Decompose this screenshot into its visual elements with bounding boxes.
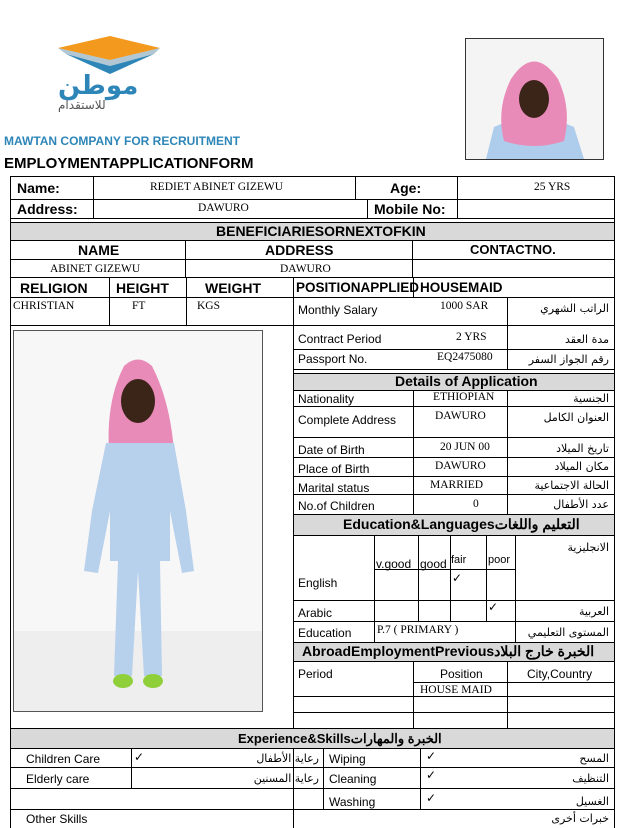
- english-ar: الانجليزية: [567, 541, 609, 554]
- detail-children-ar: عدد الأطفال: [553, 498, 609, 511]
- abroad-position-value: HOUSE MAID: [420, 684, 492, 696]
- full-body-photo-icon: [14, 331, 262, 711]
- applicant-photo-small: [465, 38, 604, 160]
- detail-address-label: Complete Address: [298, 413, 397, 427]
- passport-ar: رقم الجواز السفر: [528, 353, 609, 366]
- abroad-position-header: Position: [440, 667, 483, 681]
- skill-other: Other Skills: [26, 812, 88, 826]
- contract-period-label: Contract Period: [298, 332, 382, 346]
- detail-nationality-label: Nationality: [298, 392, 355, 406]
- skills-title: Experience&Skillsالخبرة والمهارات: [238, 731, 442, 746]
- detail-address-value: DAWURO: [435, 410, 486, 422]
- skill-children-care-ar: رعاية الأطفال: [256, 752, 319, 765]
- cleaning-check-icon: ✓: [426, 768, 437, 782]
- logo-arabic-main: موطن: [58, 71, 139, 101]
- form-title: EMPLOYMENTAPPLICATIONFORM: [4, 155, 254, 172]
- detail-pob-ar: مكان الميلاد: [554, 460, 609, 473]
- skill-elderly-care: Elderly care: [26, 772, 90, 786]
- detail-address-ar: العنوان الكامل: [543, 411, 609, 424]
- washing-check-icon: ✓: [426, 791, 437, 805]
- position-applied-label: POSITIONAPPLIED: [296, 280, 420, 295]
- weight-value: KGS: [197, 300, 221, 312]
- age-label: Age:: [390, 180, 422, 196]
- abroad-city-header: City,Country: [527, 667, 593, 681]
- detail-nationality-ar: الجنسية: [573, 392, 609, 405]
- monthly-salary-value: 1000 SAR: [440, 300, 489, 312]
- mobile-label: Mobile No:: [374, 201, 446, 217]
- education-label: Education: [298, 626, 352, 640]
- education-value: P.7 ( PRIMARY ): [377, 624, 459, 636]
- kin-address-header: ADDRESS: [265, 242, 334, 258]
- english-label: English: [298, 576, 338, 590]
- religion-value: CHRISTIAN: [13, 300, 75, 312]
- skill-other-ar: خبرات أخرى: [551, 812, 609, 825]
- detail-marital-value: MARRIED: [430, 479, 484, 491]
- skill-washing: Washing: [329, 795, 376, 809]
- level-fair: fair: [451, 554, 467, 566]
- address-label: Address:: [17, 201, 78, 217]
- name-label: Name:: [17, 180, 60, 196]
- beneficiaries-title: BENEFICIARIESORNEXTOFKIN: [216, 223, 426, 239]
- english-fair-check-icon: ✓: [452, 571, 463, 585]
- detail-children-value: 0: [473, 498, 479, 510]
- detail-pob-label: Place of Birth: [298, 462, 370, 476]
- weight-label: WEIGHT: [205, 280, 261, 296]
- passport-label: Passport No.: [298, 352, 368, 366]
- contract-period-ar: مدة العقد: [565, 333, 609, 346]
- abroad-title: AbroadEmploymentPreviousالخبرة خارج البلاد: [302, 643, 595, 659]
- portrait-photo-icon: [466, 39, 603, 159]
- detail-marital-label: Marital status: [298, 481, 370, 495]
- contract-period-value: 2 YRS: [456, 331, 487, 343]
- logo-arabic-sub: للاستقدام: [58, 98, 106, 112]
- wiping-check-icon: ✓: [426, 749, 437, 763]
- applicant-name: REDIET ABINET GIZEWU: [150, 181, 284, 193]
- position-applied-value: HOUSEMAID: [420, 280, 503, 295]
- company-logo: [50, 28, 170, 113]
- abroad-period-header: Period: [298, 667, 333, 681]
- level-vgood: v.good: [376, 557, 412, 571]
- applicant-address: DAWURO: [198, 202, 249, 214]
- detail-dob-value: 20 JUN 00: [440, 441, 490, 453]
- religion-label: RELIGION: [20, 280, 88, 296]
- level-poor: poor: [488, 554, 511, 566]
- company-name: MAWTAN COMPANY FOR RECRUITMENT: [4, 134, 240, 148]
- passport-value: EQ2475080: [437, 351, 493, 363]
- skill-cleaning: Cleaning: [329, 772, 377, 786]
- detail-children-label: No.of Children: [298, 499, 375, 513]
- arabic-ar: العربية: [578, 605, 609, 618]
- applicant-age: 25 YRS: [534, 181, 571, 193]
- education-ar: المستوى التعليمي: [527, 626, 609, 639]
- detail-pob-value: DAWURO: [435, 460, 486, 472]
- skill-washing-ar: الغسيل: [575, 795, 609, 808]
- kin-name: ABINET GIZEWU: [50, 263, 141, 275]
- level-good: good: [420, 557, 447, 571]
- detail-dob-ar: تاريخ الميلاد: [556, 442, 609, 455]
- education-title: Education&Languagesالتعليم واللغات: [343, 516, 580, 532]
- skill-elderly-care-ar: رعاية المسنين: [253, 772, 319, 785]
- height-label: HEIGHT: [116, 280, 169, 296]
- kin-name-header: NAME: [78, 242, 120, 258]
- skill-cleaning-ar: التنظيف: [572, 772, 609, 785]
- skill-wiping: Wiping: [329, 752, 366, 766]
- kin-address: DAWURO: [280, 263, 331, 275]
- detail-nationality-value: ETHIOPIAN: [433, 391, 495, 403]
- arabic-poor-check-icon: ✓: [488, 600, 499, 614]
- applicant-photo-full: [13, 330, 263, 712]
- detail-marital-ar: الحالة الاجتماعية: [534, 479, 609, 492]
- monthly-salary-label: Monthly Salary: [298, 303, 378, 317]
- arabic-label: Arabic: [298, 606, 333, 620]
- skill-wiping-ar: المسح: [579, 752, 609, 765]
- height-value: FT: [132, 300, 146, 312]
- skill-children-care: Children Care: [26, 752, 101, 766]
- monthly-salary-ar: الراتب الشهري: [540, 302, 609, 315]
- children-care-check-icon: ✓: [134, 750, 145, 764]
- kin-contact-header: CONTACTNO.: [470, 242, 556, 257]
- details-title: Details of Application: [395, 373, 538, 389]
- detail-dob-label: Date of Birth: [298, 443, 365, 457]
